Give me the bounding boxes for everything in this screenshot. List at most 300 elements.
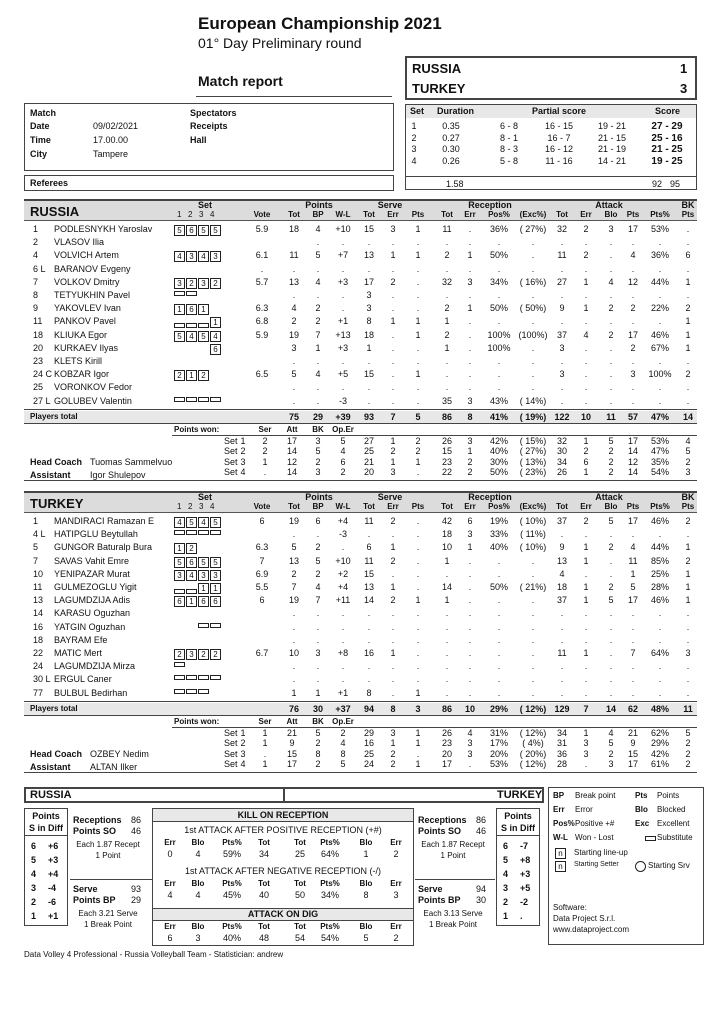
left-points-head: Points xyxy=(32,811,60,821)
turkey-set-stat: 16 xyxy=(363,738,374,749)
pos-value: 4 xyxy=(195,849,201,859)
russia-set-stat: 3 xyxy=(467,435,473,446)
turkey-player-sets xyxy=(174,675,222,680)
right-receptions-label: Receptions xyxy=(418,815,467,825)
turkey-player-stat: 2 xyxy=(583,516,589,526)
turkey-player-stat: 1 xyxy=(685,595,691,606)
turkey-player-stat: 19% xyxy=(489,516,508,526)
turkey-player-stat: 44% xyxy=(650,542,669,553)
turkey-player-stat: . xyxy=(584,687,588,698)
sets-row-duration: 0.26 xyxy=(442,155,460,166)
turkey-set-stat: 3 xyxy=(467,748,473,759)
turkey-player-sets xyxy=(174,689,210,694)
russia-player-stat: . xyxy=(367,395,371,406)
turkey-set-stat: 5 xyxy=(315,727,321,738)
russia-coach-label: Head Coach xyxy=(30,456,83,467)
russia-set-stat: 5 xyxy=(340,435,346,446)
turkey-player-number: 24 xyxy=(33,661,44,672)
russia-set-stat: 6 xyxy=(583,456,589,467)
russia-player-stat: . xyxy=(341,303,345,314)
turkey-player-stat: 2 xyxy=(685,555,691,566)
legend-desc: Positive +# xyxy=(575,819,615,828)
turkey-set-stat: ( 4%) xyxy=(522,738,544,749)
turkey-player-stat: . xyxy=(367,608,371,619)
turkey-player-stat: 14 xyxy=(441,582,452,592)
russia-player-stat: 3 xyxy=(630,369,636,380)
russia-player-stat: 1 xyxy=(415,369,421,380)
right-points-value: 2 xyxy=(503,897,509,907)
turkey-player-stat: . xyxy=(658,687,662,698)
neg-reception-title: 1st ATTACK AFTER NEGATIVE RECEPTION (-/) xyxy=(184,866,382,876)
turkey-player-stat: . xyxy=(468,621,472,632)
turkey-total-stat: ( 12%) xyxy=(519,703,547,714)
russia-player-stat: . xyxy=(445,369,449,380)
match-report-heading: Match report xyxy=(198,73,283,89)
russia-player-stat: 5.9 xyxy=(255,329,269,340)
turkey-player-stat: 2 xyxy=(315,568,321,579)
neg-value: 34% xyxy=(320,890,339,900)
turkey-total-stat: 3 xyxy=(415,703,421,714)
russia-player-stat: . xyxy=(609,316,613,327)
turkey-player-stat: . xyxy=(531,634,535,645)
russia-set-stat: 2 xyxy=(608,446,614,457)
turkey-assistant-label: Assistant xyxy=(30,761,71,772)
right-each-recept: Each 1.87 Recept xyxy=(421,840,485,849)
russia-player-stat: . xyxy=(686,290,690,300)
legend-abbr: Exc xyxy=(635,819,650,828)
russia-set-stat: 2 xyxy=(608,467,614,478)
russia-coach-name: Tuomas Sammelvuo xyxy=(90,456,173,467)
turkey-player-stat: . xyxy=(531,608,535,619)
russia-total-stat: 29 xyxy=(312,411,323,422)
russia-set-stat: 2 xyxy=(262,435,268,446)
russia-player-stat: 2 xyxy=(315,316,321,327)
russia-player-stat: . xyxy=(609,395,613,406)
russia-colhead-exc: (Exc%) xyxy=(519,210,547,219)
russia-player-stat: 4 xyxy=(583,329,589,340)
turkey-set-stat: 26 xyxy=(441,727,452,738)
turkey-pw-head: BK xyxy=(312,716,324,726)
turkey-player-name: GUNGOR Baturalp Bura xyxy=(54,542,153,553)
turkey-player-stat: 5 xyxy=(291,542,297,553)
russia-points-won-label: Points won: xyxy=(174,424,220,434)
dig-head: Pts% xyxy=(222,922,242,931)
turkey-player-number: 13 xyxy=(33,595,44,606)
turkey-set-row-label xyxy=(224,749,246,759)
turkey-player-stat: 6 xyxy=(315,516,321,526)
russia-colhead-pts: Pts xyxy=(411,210,425,219)
dig-head: Tot xyxy=(258,922,270,931)
turkey-player-name: BAYRAM Efe xyxy=(54,634,108,645)
russia-player-stat: . xyxy=(609,356,613,366)
turkey-player-number: 22 xyxy=(33,648,44,658)
right-points-value: 6 xyxy=(503,841,509,851)
right-serve-label: Serve xyxy=(418,884,443,894)
russia-player-stat: . xyxy=(468,356,472,366)
turkey-player-stat: . xyxy=(531,661,535,672)
left-points-value: 2 xyxy=(31,897,37,907)
russia-player-stat: 100% xyxy=(487,342,511,353)
russia-player-stat: 67% xyxy=(650,342,669,353)
russia-player-stat: 2 xyxy=(685,369,691,380)
russia-player-sets: 5 4 5 4 xyxy=(174,331,222,342)
russia-player-stat: . xyxy=(367,382,371,393)
russia-player-stat: 4 xyxy=(315,369,321,380)
russia-player-stat: . xyxy=(531,250,535,261)
turkey-player-stat: 1 xyxy=(291,687,297,698)
turkey-total-stat: +37 xyxy=(335,703,351,714)
total-duration: 1.58 xyxy=(446,179,464,189)
russia-set-word: Set xyxy=(224,456,238,467)
legend-desc: Substitute xyxy=(657,833,693,842)
russia-colhead-tot: Tot xyxy=(441,210,453,219)
turkey-player-stat: 1 xyxy=(630,568,636,579)
turkey-player-stat: . xyxy=(316,529,320,540)
lineup-marker: n xyxy=(555,848,566,859)
russia-set-stat: 2 xyxy=(685,456,691,467)
turkey-player-stat: . xyxy=(497,555,501,566)
russia-player-name: TETYUKHIN Pavel xyxy=(54,290,131,300)
russia-player-stat: 3 xyxy=(366,303,372,314)
turkey-player-stat: . xyxy=(391,687,395,698)
russia-player-stat: 11 xyxy=(289,250,299,261)
turkey-player-stat: . xyxy=(686,634,690,645)
russia-player-stat: . xyxy=(497,263,501,274)
russia-set-row-label xyxy=(224,467,246,477)
turkey-player-stat: 19 xyxy=(288,595,299,606)
turkey-player-stat: . xyxy=(341,608,345,619)
dig-value: 3 xyxy=(195,933,201,943)
turkey-group-attack: Attack xyxy=(595,492,623,502)
turkey-player-stat: . xyxy=(497,687,501,698)
sets-row-p2: 16 - 15 xyxy=(544,121,574,131)
turkey-player-stat: . xyxy=(445,634,449,645)
referees-label: Referees xyxy=(30,178,69,188)
russia-set-stat: 3 xyxy=(685,467,691,478)
turkey-player-stat: 13 xyxy=(556,555,567,566)
russia-pw-head: Att xyxy=(286,424,298,434)
left-sindiff-value: +1 xyxy=(48,911,59,921)
russia-player-stat: 15 xyxy=(363,369,374,380)
pos-value: 0 xyxy=(167,849,173,859)
turkey-player-stat: . xyxy=(609,661,613,672)
russia-player-stat: . xyxy=(631,290,635,300)
russia-total-stat: ( 19%) xyxy=(519,411,547,422)
turkey-player-stat: 25% xyxy=(650,568,669,579)
russia-pw-head: BK xyxy=(312,424,324,434)
turkey-player-stat: . xyxy=(686,621,690,632)
turkey-total-stat: 76 xyxy=(288,703,299,714)
turkey-player-stat: ( 10%) xyxy=(519,516,547,526)
turkey-set-stat: ( 20%) xyxy=(519,748,547,759)
russia-player-stat: . xyxy=(391,356,395,366)
russia-player-stat: . xyxy=(609,342,613,353)
russia-set-stat: 50% xyxy=(489,467,508,478)
russia-player-stat: . xyxy=(609,263,613,274)
turkey-player-stat: . xyxy=(316,608,320,619)
russia-player-stat: . xyxy=(292,395,296,406)
legend-abbr: Blo xyxy=(635,805,648,814)
russia-player-stat: 4 xyxy=(291,303,297,314)
turkey-player-stat: . xyxy=(686,674,690,685)
russia-player-stat: 44% xyxy=(650,276,669,287)
russia-player-stat: . xyxy=(658,395,662,406)
turkey-player-stat: 11 xyxy=(557,648,567,658)
turkey-player-name: SAVAS Vahit Emre xyxy=(54,555,130,566)
turkey-set-stat: 2 xyxy=(390,748,396,759)
turkey-colhead-vote: Vote xyxy=(253,502,271,511)
substitute-marker xyxy=(645,836,656,841)
russia-player-sets: 1 xyxy=(174,317,222,328)
total-score2: 95 xyxy=(670,179,681,189)
turkey-player-sets xyxy=(174,662,186,667)
russia-group-points: Points xyxy=(305,200,333,210)
russia-player-stat: +10 xyxy=(335,224,351,234)
turkey-player-stat: 1 xyxy=(583,582,589,592)
russia-pw-head: Ser xyxy=(258,424,272,434)
turkey-player-stat: 7 xyxy=(259,555,265,566)
russia-set-stat: 2 xyxy=(608,456,614,467)
russia-player-stat: 35 xyxy=(441,395,452,406)
russia-set-stat: 32 xyxy=(556,435,567,446)
russia-set-stat: 15 xyxy=(441,446,452,457)
russia-player-stat: . xyxy=(341,356,345,366)
turkey-total-stat: 7 xyxy=(583,703,589,714)
russia-player-stat: . xyxy=(686,382,690,393)
turkey-player-stat: 1 xyxy=(415,595,421,606)
russia-player-stat: . xyxy=(609,369,613,380)
turkey-player-stat: . xyxy=(445,608,449,619)
neg-head: Tot xyxy=(294,879,306,888)
russia-player-stat: . xyxy=(468,316,472,327)
russia-player-stat: . xyxy=(631,395,635,406)
turkey-player-stat: . xyxy=(416,542,420,553)
turkey-player-stat: 5 xyxy=(630,582,636,592)
turkey-player-stat: . xyxy=(292,674,296,685)
turkey-player-stat: . xyxy=(686,687,690,698)
russia-player-stat: 34% xyxy=(489,276,508,287)
russia-player-stat: . xyxy=(316,395,320,406)
russia-player-stat: +3 xyxy=(337,342,349,353)
report-subtitle: 01° Day Preliminary round xyxy=(198,35,362,51)
turkey-player-sets xyxy=(174,530,222,535)
turkey-player-stat: . xyxy=(497,568,501,579)
russia-player-stat: . xyxy=(584,382,588,393)
turkey-player-sets: 5 6 5 5 xyxy=(174,557,222,568)
russia-set-stat: . xyxy=(416,467,420,478)
left-receptions-label: Receptions xyxy=(73,815,122,825)
russia-player-stat: . xyxy=(416,303,420,314)
turkey-set-stat: 1 xyxy=(390,738,396,749)
russia-player-stat: . xyxy=(445,263,449,274)
pos-head: Err xyxy=(164,838,176,847)
turkey-set-row-label xyxy=(224,728,246,738)
russia-set-stat: 42% xyxy=(489,435,508,446)
turkey-set-stat: 29% xyxy=(650,738,669,749)
russia-colhead-tot: Tot xyxy=(556,210,568,219)
turkey-set-stat: 1 xyxy=(262,759,268,770)
russia-set-stat: 14 xyxy=(286,467,297,478)
turkey-player-stat: 4 xyxy=(315,582,321,592)
russia-player-stat: . xyxy=(658,316,662,327)
turkey-set-row-label xyxy=(224,759,246,769)
russia-player-stat: . xyxy=(686,395,690,406)
russia-player-stat: . xyxy=(631,356,635,366)
turkey-player-stat: . xyxy=(316,674,320,685)
left-each-recept: Each 1.87 Recept xyxy=(76,840,140,849)
turkey-set-stat: 1 xyxy=(583,727,589,738)
turkey-player-number: 10 xyxy=(33,568,44,579)
turkey-player-stat: . xyxy=(584,634,588,645)
russia-player-stat: . xyxy=(497,369,501,380)
russia-player-stat: 1 xyxy=(685,276,691,287)
time-label: Time xyxy=(30,135,51,145)
turkey-player-sets xyxy=(174,623,222,628)
turkey-coach-name: OZBEY Nedim xyxy=(90,748,149,759)
russia-player-number: 2 xyxy=(33,237,39,248)
russia-player-stat: . xyxy=(445,382,449,393)
turkey-total-stat: 129 xyxy=(554,703,570,714)
turkey-player-stat: 18 xyxy=(441,529,452,540)
turkey-player-stat: . xyxy=(631,529,635,540)
russia-group-bk: BK xyxy=(681,200,695,210)
turkey-set-word: Set xyxy=(224,748,238,759)
turkey-set-stat: 3 xyxy=(467,738,473,749)
right-each-serve: Each 3.13 Serve xyxy=(423,909,483,918)
russia-player-stat: . xyxy=(560,395,564,406)
turkey-player-stat: . xyxy=(631,661,635,672)
turkey-player-stat: 16 xyxy=(363,648,374,658)
turkey-player-stat: . xyxy=(391,674,395,685)
dig-value: 6 xyxy=(167,933,173,943)
russia-player-stat: . xyxy=(609,237,613,248)
russia-player-stat: . xyxy=(445,356,449,366)
russia-player-name: GOLUBEV Valentin xyxy=(54,395,132,406)
sets-row-p1: 5 - 8 xyxy=(499,155,518,166)
result-team1: RUSSIA xyxy=(412,61,462,76)
turkey-player-stat: +11 xyxy=(335,595,351,606)
city-label: City xyxy=(30,149,48,159)
russia-player-stat: 2 xyxy=(315,303,321,314)
turkey-player-stat: . xyxy=(445,674,449,685)
turkey-player-stat: . xyxy=(609,568,613,579)
turkey-player-stat: . xyxy=(497,661,501,672)
russia-total-stat: 10 xyxy=(580,411,591,422)
russia-player-stat: . xyxy=(560,263,564,274)
sets-row-set: 3 xyxy=(411,144,417,154)
right-sindiff-value: -2 xyxy=(520,897,529,907)
russia-player-stat: 3 xyxy=(390,224,396,234)
turkey-team-name: TURKEY xyxy=(30,496,84,511)
turkey-player-stat: ( 21%) xyxy=(519,582,547,592)
turkey-set-stat: 31 xyxy=(556,738,567,749)
russia-total-stat: 75 xyxy=(288,411,299,422)
turkey-player-stat: . xyxy=(531,555,535,566)
russia-player-stat: . xyxy=(468,237,472,248)
russia-group-set: Set xyxy=(197,200,212,210)
left-points-value: 6 xyxy=(31,841,37,851)
legend-abbr: BP xyxy=(553,791,565,800)
turkey-player-stat: . xyxy=(445,621,449,632)
turkey-player-stat: 5 xyxy=(608,595,614,606)
russia-player-sets: 6 xyxy=(174,344,222,355)
russia-set-stat: 5 xyxy=(315,446,321,457)
sets-row-set: 2 xyxy=(411,132,417,143)
russia-set-stat: 2 xyxy=(390,446,396,457)
russia-set-stat: 22 xyxy=(441,467,452,478)
russia-player-stat: ( 14%) xyxy=(519,395,547,406)
neg-head: Pts% xyxy=(320,879,340,888)
turkey-player-stat: 13 xyxy=(288,555,299,566)
turkey-player-number: 1 xyxy=(33,516,39,526)
turkey-colhead-bp: BP xyxy=(312,502,324,511)
dig-head: Err xyxy=(164,922,176,931)
russia-player-stat: . xyxy=(416,356,420,366)
russia-set-word: Set xyxy=(224,467,238,478)
russia-player-stat: 17 xyxy=(363,276,374,287)
russia-total-stat: 41% xyxy=(489,411,508,422)
turkey-player-stat: . xyxy=(686,529,690,540)
russia-player-stat: 32 xyxy=(441,276,452,287)
turkey-player-stat: . xyxy=(560,674,564,685)
turkey-player-stat: . xyxy=(445,648,449,658)
turkey-player-stat: . xyxy=(468,582,472,592)
turkey-player-stat: . xyxy=(497,648,501,658)
turkey-player-stat: 1 xyxy=(467,542,473,553)
russia-player-stat: 3 xyxy=(559,342,565,353)
russia-player-stat: 15 xyxy=(363,224,374,234)
pos-head: Blo xyxy=(359,838,373,847)
russia-colhead-blo: Blo xyxy=(604,210,618,219)
turkey-set-stat: 28 xyxy=(556,759,567,770)
turkey-player-stat: -3 xyxy=(338,529,347,540)
russia-player-stat: 2 xyxy=(608,303,614,314)
russia-player-stat: . xyxy=(468,224,472,234)
russia-player-stat: 53% xyxy=(650,224,669,234)
left-each-point: 1 Point xyxy=(95,851,121,860)
russia-set-stat: 40% xyxy=(489,446,508,457)
turkey-set-stat: 8 xyxy=(340,748,346,759)
turkey-set-stat: ( 12%) xyxy=(519,727,547,738)
sets-row-duration: 0.30 xyxy=(442,144,460,154)
russia-player-stat: 4 xyxy=(315,276,321,287)
russia-player-name: KLETS Kirill xyxy=(54,356,103,366)
russia-player-stat: . xyxy=(631,237,635,248)
russia-player-stat: . xyxy=(416,342,420,353)
russia-player-number: 20 xyxy=(33,342,44,353)
russia-player-name: KLIUKA Egor xyxy=(54,329,108,340)
turkey-player-number: 4 L xyxy=(33,529,46,540)
left-sindiff-value: +4 xyxy=(48,869,59,879)
turkey-player-stat: . xyxy=(531,595,535,606)
russia-player-stat: 2 xyxy=(685,303,691,314)
left-receptions-value: 86 xyxy=(131,815,142,825)
turkey-player-stat: 7 xyxy=(291,582,297,592)
sets-row-score: 21 - 25 xyxy=(651,144,683,155)
turkey-set-num: 4 xyxy=(240,759,246,770)
turkey-player-number: 14 xyxy=(33,608,44,619)
date-value: 09/02/2021 xyxy=(93,121,139,131)
russia-player-number: 7 xyxy=(33,276,39,287)
turkey-player-stat: 6 xyxy=(259,516,265,526)
turkey-player-stat: . xyxy=(584,621,588,632)
turkey-player-stat: . xyxy=(584,674,588,685)
russia-player-stat: 1 xyxy=(685,316,691,327)
turkey-total-stat: 30 xyxy=(312,703,323,714)
turkey-player-stat: 6.7 xyxy=(255,648,269,658)
turkey-player-stat: . xyxy=(416,516,420,526)
turkey-player-name: MATIC Mert xyxy=(54,648,102,658)
